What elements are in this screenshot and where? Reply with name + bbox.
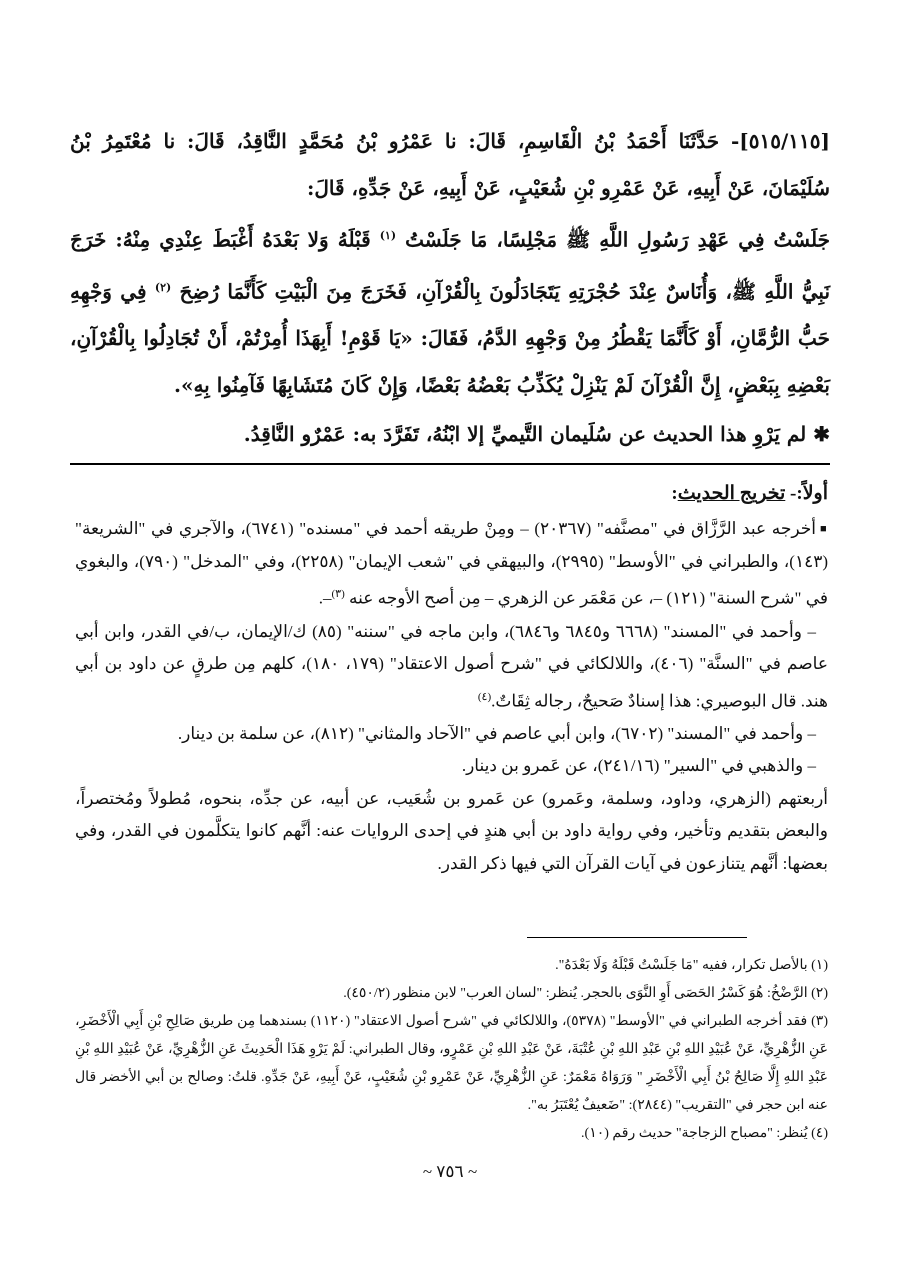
hadith-block [70, 118, 830, 458]
section-heading [75, 478, 828, 511]
footnote-ref-1[interactable]: (١) [379, 229, 397, 242]
footnote-ref-2[interactable]: (٢) [154, 280, 172, 294]
footnote-2: (٢) الرَّضْخُ: هُوَ كَسْرُ الحَصَى أَوِ النَّوَى بالحجر. يُنظر: "لسان العرب" لابن منظور (٤٥٠/٢). [343, 986, 828, 1001]
footnotes-block [75, 952, 828, 1148]
takhrij-summary: أربعتهم (الزهري، وداود، وسلمة، وعَمرو) عن عَمرو بن شُعَيب، عن أبيه، عن جدِّه، بنحوه، مُطولاً ومُختصراً، والبعض بتقديم وتأخير، وفي رواية داود بن أبي هندٍ في إحدى الروايات عنه: أنَّهم كانوا يتكلَّمون في القدر، وفي بعضها: أنَّهم يتنازعون في آيات القرآن التي فيها ذكر القدر. [75, 788, 828, 873]
hadith-text-part-1: جَلَسْتُ فِي عَهْدِ رَسُولِ اللَّهِ ﷺ مَجْلِسًا، مَا جَلَسْتُ [405, 227, 830, 252]
page-number: ~ ٧٥٦ ~ [422, 1162, 478, 1181]
footnote-ref-3[interactable]: (٣) [331, 588, 345, 601]
hadith-text-part-3: فِي وَجْهِهِ حَبُّ الرُّمَّانِ، أَوْ كَأَنَّمَا يَقْطُرُ مِنْ وَجْهِهِ الدَّمُ، فَقَالَ: «يَا قَوْمِ! أَبِهَذَا أُمِرْتُمْ، أَنْ تُجَادِلُوا بِالْقُرْآنِ، بَعْضِهِ بِبَعْضٍ، إِنَّ الْقُرْآنَ لَمْ يَنْزِلْ يُكَذِّبُ بَعْضُهُ بَعْضًا، وَإِنْ كَانَ مُتَشَابِهًا فَآمِنُوا بِهِ». [70, 279, 830, 398]
footnote-ref-4[interactable]: (٤) [477, 690, 492, 703]
heading-title: تخريج الحديث [677, 483, 786, 504]
hadith-text [70, 212, 830, 409]
takhrij-paragraph-4: – والذهبي في "السير" (٢٤١/١٦)، عن عَمرو بن دينار. [461, 756, 816, 776]
hadith-text-part-2: قَبْلَهُ وَلا بَعْدَهُ أَغْبَطَ عِنْدِي مِنْهُ: خَرَجَ نَبِيُّ اللَّهِ ﷺ، وَأُنَاسٌ عِنْدَ حُجْرَتِهِ يَتَجَادَلُونَ بِالْقُرْآنِ، فَخَرَجَ مِنَ الْبَيْتِ كَأَنَّمَا رُضِحَ [70, 227, 831, 304]
footnote-3: (٣) فقد أخرجه الطبراني في "الأوسط" (٥٣٧٨)، واللالكائي في "شرح أصول الاعتقاد" (١١٢٠) بسندهما مِن طريق صَالِحِ بْنِ أَبِي الْأَخْضَرِ، عَنِ الزُّهْرِيِّ، عَنْ عُبَيْدِ اللهِ بْنِ عَبْدِ اللهِ بْنِ عُتْبَةَ، عَنْ عَبْدِ اللهِ بْنِ عَمْرٍو، وقال الطبراني: لَمْ يَرْوِ هَذَا الْحَدِيثَ عَنِ الزُّهْرِيِّ، عَنْ عُبَيْدِ اللهِ بْنِ عَبْدِ اللهِ إِلَّا صَالِحُ بْنُ أَبِي الْأَخْضَرِ " وَرَوَاهُ مَعْمَرٌ: عَنِ الزُّهْرِيِّ، عَنْ عَمْرِو بْنِ شُعَيْبٍ، عَنْ أَبِيهِ، عَنْ جَدِّهِ. قلتُ: وصالح بن أبي الأخضر قال عنه ابن حجر في "التقريب" (٢٨٤٤): "ضَعيفٌ يُعْتَبَرُ به". [75, 1014, 828, 1113]
takhrij-paragraph-1 [75, 513, 828, 616]
footnote-1: (١) بالأصل تكرار، ففيه "مَا جَلَسْتُ قَبْلَهُ وَلَا بَعْدَهُ". [555, 958, 828, 973]
hadith-chain: [٥١٥/١١٥]- حَدَّثَنَا أَحْمَدُ بْنُ الْقَاسِمِ، قَالَ: نا عَمْرُو بْنُ مُحَمَّدٍ النَّاقِدُ، قَالَ: نا مُعْتَمِرُ بْنُ سُلَيْمَانَ، عَنْ أَبِيهِ، عَنْ عَمْرِو بْنِ شُعَيْبٍ، عَنْ أَبِيهِ، عَنْ جَدِّهِ، قَالَ: [70, 129, 830, 200]
heading-suffix: : [671, 483, 678, 504]
takhrij-section [75, 478, 828, 880]
takhrij-paragraph-2-text: – وأحمد في "المسند" (٦٦٦٨ و٦٨٤٥ و٦٨٤٦)، وابن ماجه في "سننه" (٨٥) ك/الإيمان، ب/في القدر، وابن أبي عاصم في "السنَّة" (٤٠٦)، واللالكائي في "شرح أصول الاعتقاد" (١٧٩، ١٨٠)، كلهم مِن طرقٍ عن داود بن أبي هند. قال البوصيري: هذا إسنادٌ صَحيحٌ، رجاله ثِقَاتٌ. [75, 621, 828, 711]
square-bullet-icon: ■ [820, 523, 828, 536]
takhrij-paragraph-2 [75, 616, 828, 718]
footnote-4: (٤) يُنظر: "مصباح الزجاجة" حديث رقم (١٠). [581, 1126, 828, 1141]
heading-prefix: أولاً:- [790, 483, 828, 504]
hadith-no-report-note: ✱ لم يَرْوِ هذا الحديث عن سُلَيمان التَّيميِّ إلا ابْنُهُ، تَفَرَّدَ به: عَمْرٌو النَّاقِدُ. [243, 422, 830, 447]
footnote-separator [527, 937, 747, 938]
takhrij-paragraph-1-text: أخرجه عبد الرَّزَّاق في "مصنَّفه" (٢٠٣٦٧) – ومِنْ طريقه أحمد في "مسنده" (٦٧٤١)، والآجري في "الشريعة" (١٤٣)، والطبراني في "الأوسط" (٢٩٩٥)، والبيهقي في "شعب الإيمان" (٢٢٥٨)، وفي "المدخل" (٧٩٠)، والبغوي في "شرح السنة" (١٢١) –، عن مَعْمَر عن الزهري – مِن أصح الأوجه عنه [75, 518, 829, 608]
takhrij-paragraph-3: – وأحمد في "المسند" (٦٧٠٢)، وابن أبي عاصم في "الآحاد والمثاني" (٨١٢)، عن سلمة بن دينار. [177, 723, 816, 743]
takhrij-paragraph-1-end: –. [318, 589, 332, 608]
section-divider [70, 463, 830, 465]
